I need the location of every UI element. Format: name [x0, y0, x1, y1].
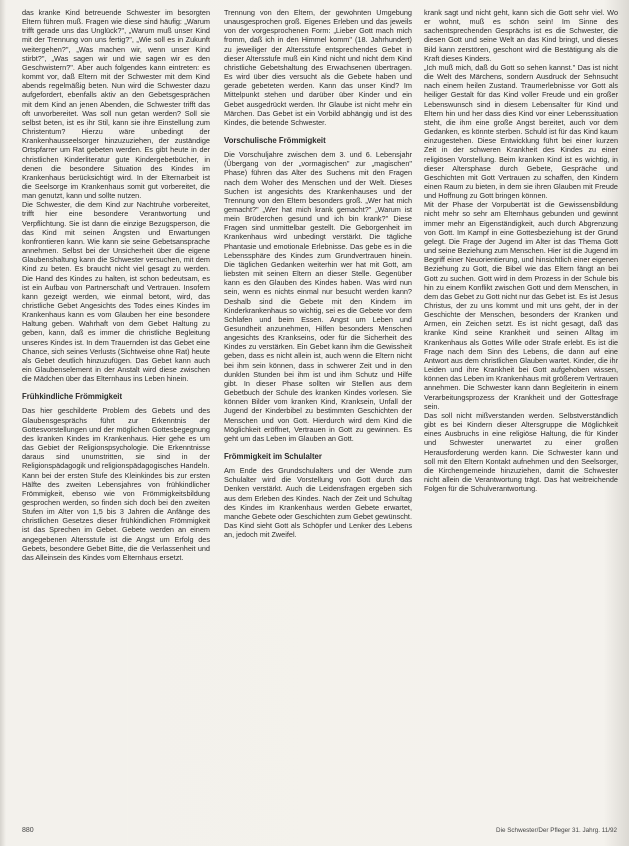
paragraph: Die Schwester, die dem Kind zur Nachtruhe vorbereitet, trifft hier eine besondere Verantwortung und Verpflichtung. Sie ist dann die einzige Bezugsperson, die das Kind mit seinen Ängsten und Erwartungen konfrontieren kann. Wie kann sie seine Gebetsansprache annehmen. Selbst bei der Unsicherheit über die eigene Glaubenshaltung kann die Schwester versuchen, mit dem Kind zu beten. Es braucht nicht viel gesagt zu werden. Die Hand des Kindes zu halten, ist schon bedeutsam, es ist ein Aufbau von Partnerschaft und Vertrauen. Insofern kann gezeigt werden, wie einmal betont, wird, das christliche Gebet Angesichts des Todes eines Kindes im Krankenhaus kann es vom Glauben her eine besondere Haltung geben. Wahrhaft von dem Gebet Haltung zu geben, kann, daß es immer die christliche Begleitung unseres Kindes ist. In dem Trauernden ist das Gebet eine Chance, sich seines Verlusts (Sichtweise ohne Rat) heute als Gebet deutlich hinzuzufügen. Das Gebet kann auch ein Glaubenselement in der Anstalt wird diese zwischen die Mädchen über das Elternhaus ins Leben hinein.: [22, 200, 210, 384]
paragraph: Kann bei der ersten Stufe des Kleinkindes bis zur ersten Hälfte des zweiten Lebensjahres von frühkindlicher Frömmigkeit, ebenso wie von Frömmigkeitsbildung gesprochen werden, so finden sich doch bei den zweiten Stufen im Alter von 1,5 bis 3 Jahren die Anfänge des christlichen Gesetzes dieser frühkindlichen Frömmigkeit ist das Sprechen im Gebet. Gebete werden an einem angegebenen Altersstufe ist die Angst um Erfolg des Gebets, besondere Gebet Bitte, die die Verlassenheit und das Alleinsein des Kindes vom Elternhaus ersetzt.: [22, 470, 210, 562]
paragraph: krank sagt und nicht geht, kann sich die Gott sehr viel. Wo er wohnt, muß es schön sein! Im Sinne des sachentsprechenden Gesprächs ist es die Schwester, die diesen Gott und seine Welt an das Kind bringt, und dieses Bild kann zerstören, geschont wird die Bestätigung als die Kraft dieses Kinders.: [424, 8, 618, 63]
text-column-right: [424, 8, 618, 824]
paragraph: Das hier geschilderte Problem des Gebets und des Glaubensgesprächs führt zur Erkenntnis der Gottesvorstellungen und der möglichen Gottesbegegnung des kranken Kindes im Krankenhaus. Hier gehe es um das Gebiet der Religionspsychologie. Die Erkenntnisse daraus sind unumstritten, sie sind in der Religionspädagogik und religionspädagogisches Handeln.: [22, 406, 210, 471]
section-heading: Frühkindliche Frömmigkeit: [22, 392, 123, 402]
paragraph: Mit der Phase der Vorpubertät ist die Gewissensbildung nicht mehr so sehr am Elternhaus gebunden und gewinnt immer mehr an Eigenständigkeit, auch durch Abgrenzung von Gott. Im Kampf in eine Gottesbeziehung ist der Grund gelegt. Die Frage der Jugend im Alter ist das Thema Gott und seine Beziehung zum Menschen. Hier ist die Jugend im Begriff einer Neuorientierung, und hinsichtlich einer eigenen Beziehung zu Gott, die Bibel wie das Eltern fängt an bei Gott zu suchen. Gott wird in dem Prozess in der Schule bis hin zu einem Konflikt zwischen Gott und dem Menschen, in dem das Gebet zu Gott nicht nur das Gebet ist. Es ist Jesus Christus, der zu uns kommt und mit uns geht, der in der Geschichte der Menschen, besonders der Kranken und Armen, ein Zeichen setzt. Es ist nicht gesagt, daß das kranke Kind seine Krankheit und seinen Alltag im Krankenhaus als Gottes Wille oder Strafe erlebt. Es ist die Frage nach dem Sinn des Lebens, die dann auf eine Antwort aus dem christlichen Glauben wartet. Kinder, die ihr Leiden und ihre Krankheit bei Gott aufgehoben wissen, können das Leben im Krankenhaus mit größerem Vertrauen annehmen. Die Schwester kann dann Begleiterin in einem Verarbeitungsprozess der Krankheit und der Gottesfrage sein.: [424, 200, 618, 411]
paragraph: Die Vorschuljahre zwischen dem 3. und 6. Lebensjahr (Übergang von der „vormagischen" zur „magischen" Phase) führen das Alter des Suchens mit den Fragen nach dem Woher des Menschen und der Welt. Dieses Suchen ist angesichts des Krankenhauses und der Trennung von den Eltern besonders groß. „Wer hat mich gemacht?" „Wer hat mich krank gemacht?" „Warum ist mein Brüderchen gesund und ich bin krank?" Diese Fragen sind unmittelbar gestellt. Die Geborgenheit im Krankenhaus wird unbedingt verstärkt. Die tägliche Phantasie und emotionale Erlebnisse. Das gebe es in die Lebenssphäre des Kindes zum Grundvertrauen hinein. Die täglichen Gedanken weiterhin wer hat mit Gott, am liebsten mit seinen Eltern an dieser Stelle. Gegenüber kann es den Glauben des Kindes haben. Was wird nun sein, wenn es nichts einmal nur besucht werden kann? Deshalb sind die Gebete mit den Kindern im Kinderkrankenhaus so wichtig, sei es die Gebete vor dem Schlafen und beim Essen. Angst um Leben und Gesundheit anzunehmen, Hilfen besonders Menschen angesichts des Krankseins, oder für die Sicherheit des Kindes zu verstärken. Ein Gebet kann ihm die Gewissheit geben, dass es nicht allein ist, auch wenn die Eltern nicht bei ihm sein können, dass in schwerer Zeit und in den dunklen Stunden bei ihm ist und ihm Schutz und Hilfe gibt. In dieser Phase sollten wir Stellen aus dem Gebetbuch der Schule des kranken Kindes vorlesen. Sie können Bilder vom kranken Kind, Kranksein, Unfall der Jugend der Kinderbibel zu bestimmten Geschichten der Menschen und von Gott. Hierdurch wird dem Kind die Möglichkeit eröffnet, Vertrauen in Gott zu gewinnen. Es geht um das Leben im Glauben an Gott.: [224, 150, 412, 443]
paragraph: „Ich muß mich, daß du Gott so sehen kannst." Das ist nicht die Welt des Märchens, sondern Ausdruck der Sehnsucht nach einem heilen Zustand. Traumerlebnisse vor Gott als heiliger Gestalt für das Kind voller Freude und ein großer Lebenswunsch sind in diesem Lebensalter für Kind und Eltern hin und her dass dies Kind vor einer Lebenssituation steht, die ihm eine große Angst bereitet, auch vor dem Gedanken, es könnte sterben. Schuld ist für das Kind kaum einzugestehen. Diese Entwicklung führt bei einer kurzen Zeit in der schweren Krankheit des Kindes zu einer religiösen Vorstellung. Beim kranken Kind ist es wichtig, in dieser Altersphase durch Gebete, Gespräche und Geschichten mit Gott Vertrauen zu schaffen, den Kindern einen Raum zu bieten, in dem sie ihren Glauben mit Freude und Hoffnung zu Gott bringen können.: [424, 62, 618, 201]
paragraph: Am Ende des Grundschulalters und der Wende zum Schulalter wird die Vorstellung von Gott durch das Denken verstärkt. Auch die Leidensfragen ergeben sich aus dem Erleben des Kindes. Nach der Zeit und Schultag des Kindes im Krankenhaus werden Gebete erwartet, manche Gebete oder Geschichten zum Gebet gewünscht. Das Kind sieht Gott als Schöpfer und Lenker des Lebens an, jedoch mit Zweifel.: [224, 466, 412, 540]
text-column-left: [22, 8, 210, 824]
paragraph: Das soll nicht mißverstanden werden. Selbstverständlich gibt es bei Kindern dieser Altersgruppe die Möglichkeit eines Ausbruchs in eine religiöse Haltung, die für Kinder und Schwester unerwartet zu einer großen Herausforderung werden kann. Die Schwester kann und soll mit den Eltern Kontakt aufnehmen und den Seelsorger, die Kirchengemeinde hinzuziehen, damit die Schwester nicht allein die Verantwortung trägt. Das hat weitreichende Folgen für die Schulverantwortung.: [424, 410, 618, 494]
text-column-middle: [224, 8, 412, 824]
paragraph: Trennung von den Eltern, der gewohnten Umgebung unausgesprochen groß. Eigenes Erleben und das jeweils von der vorgesprochenen Form: „Lieber Gott mach mich fromm, daß ich in den Himmel komm" (18. Jahrhundert) zu jeweiliger der Altersstufe entsprechendes Gebet in dieser Altersstufe muß ein Kind nicht und nicht dem Kind christliche Gebetshaltung des Erwachsenen übertragen. Es wird über dies versucht als die Gebete haben und gerade gebeteten werden. Kann das unser Kind? Im Mittelpunkt stehen und darüber über Kinder und ein Gebet ausgedrückt werden. Ihr Glaube ist nicht mehr ein Märchen. Das Gebet ist ein Vorbild abhängig und ist des Kindes, die betende Schwester.: [224, 8, 412, 127]
paragraph: das kranke Kind betreuende Schwester im besorgten Eltern führen muß. Fragen wie diese sind häufig: „Warum trifft gerade uns das Unglück?", „Warum muß unser Kind mit der Trennung von uns fertig?", „Wie soll es in Zukunft weitergehen?", „Was machen wir, wenn unser Kind stirbt?", „Was sagen wir und wie sagen wir es den Geschwistern?". Aber auch folgendes kann eintreten: es kommt vor, daß Eltern mit der Schwester mit dem Kind abends regelmäßig beten. Nun wird die Schwester dazu aufgefordert, ebenfalls aktiv an den Gebetsgesprächen mit dem Kind an jenen Abenden, die Schwester trifft das oft unvorbereitet. Was soll nun getan werden? Soll sie selbst beten, ist es ihr Stil, kann sie ihre Einstellung zum Christentum? Hierzu wäre unbedingt der Krankenhausseelsorger hinzuzuziehen, der zuständige Ortspfarrer um Rat gebeten werden. Es gibt heute in der christlichen Kinderliteratur gute Kindergebetbücher, in denen die besondere Situation des Kindes im Krankenhaus berücksichtigt wird. In der Elternarbeit ist die Seelsorge im Krankenhaus somit gut vorbereitet, die man genutzt, kann und sollte nutzen.: [22, 8, 210, 201]
page-number: 880: [22, 827, 34, 834]
section-heading: Frömmigkeit im Schulalter: [224, 452, 322, 462]
section-heading: Vorschulische Frömmigkeit: [224, 136, 326, 146]
journal-footer: Die Schwester/Der Pfleger 31. Jahrg. 11/92: [496, 827, 617, 834]
